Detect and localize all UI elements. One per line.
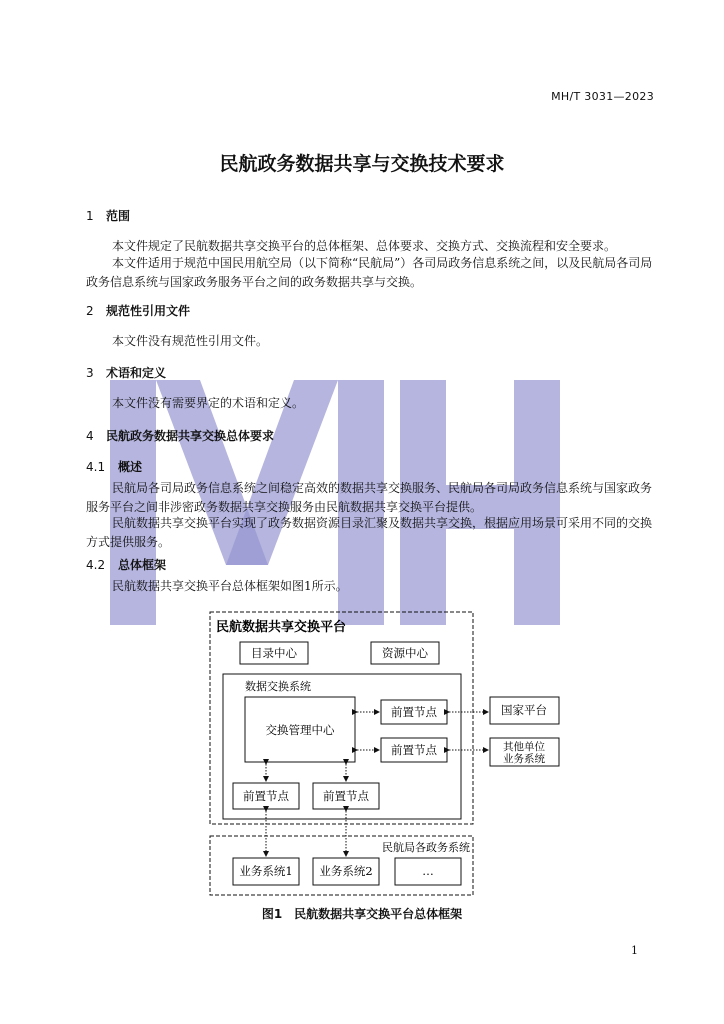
section-4-1-para-2: 民航数据共享交换平台实现了政务数据资源目录汇聚及数据共享交换，根据应用场景可采用不同的交换方式提供服务。 [86, 516, 653, 549]
mgmt-center-label: 交换管理中心 [265, 723, 335, 737]
section-4-heading: 4 民航政务数据共享交换总体要求 [86, 429, 275, 443]
section-2-para-1: 本文件没有规范性引用文件。 [112, 334, 269, 348]
front-node-2-label: 前置节点 [391, 743, 437, 757]
biz-system-1-label: 业务系统1 [239, 864, 293, 878]
section-3-heading: 3 术语和定义 [86, 366, 167, 380]
page-number: 1 [631, 944, 638, 957]
figure-caption: 图1 民航数据共享交换平台总体框架 [261, 907, 463, 921]
section-4-1-heading: 4.1 概述 [86, 460, 143, 474]
biz-system-more-label: … [422, 864, 434, 878]
biz-system-2-label: 业务系统2 [319, 864, 373, 878]
other-units-label-1: 其他单位 [503, 741, 545, 753]
front-node-3-label: 前置节点 [243, 789, 289, 803]
exchange-system-label: 数据交换系统 [245, 680, 311, 693]
section-3-para-1: 本文件没有需要界定的术语和定义。 [112, 396, 305, 410]
other-units-label-2: 业务系统 [503, 753, 545, 765]
section-4-2-heading: 4.2 总体框架 [86, 558, 167, 572]
section-4-1-para-1: 民航局各司局政务信息系统之间稳定高效的数据共享交换服务、民航局各司局政务信息系统与国家政务服务平台之间非涉密政务数据共享交换服务由民航数据共享交换平台提供。 [86, 481, 653, 514]
catalog-center-label: 目录中心 [251, 646, 297, 660]
section-4-2-para-1: 民航数据共享交换平台总体框架如图1所示。 [112, 579, 348, 593]
section-1-heading: 1 范围 [86, 209, 131, 223]
document-title: 民航政务数据共享与交换技术要求 [219, 153, 505, 175]
section-1-para-2: 本文件适用于规范中国民用航空局（以下简称“民航局”）各司局政务信息系统之间，以及民航局各司局政务信息系统与国家政务服务平台之间的政务数据共享与交换。 [86, 256, 653, 289]
standard-number: MH/T 3031—2023 [551, 90, 654, 103]
platform-title: 民航数据共享交换平台 [216, 620, 347, 635]
national-platform-label: 国家平台 [501, 703, 547, 717]
caac-systems-label: 民航局各政务系统 [382, 841, 470, 854]
front-node-4-label: 前置节点 [323, 789, 369, 803]
front-node-1-label: 前置节点 [391, 705, 437, 719]
resource-center-label: 资源中心 [382, 646, 428, 660]
section-1-para-1: 本文件规定了民航数据共享交换平台的总体框架、总体要求、交换方式、交换流程和安全要求。 [112, 239, 617, 253]
section-2-heading: 2 规范性引用文件 [86, 304, 191, 318]
